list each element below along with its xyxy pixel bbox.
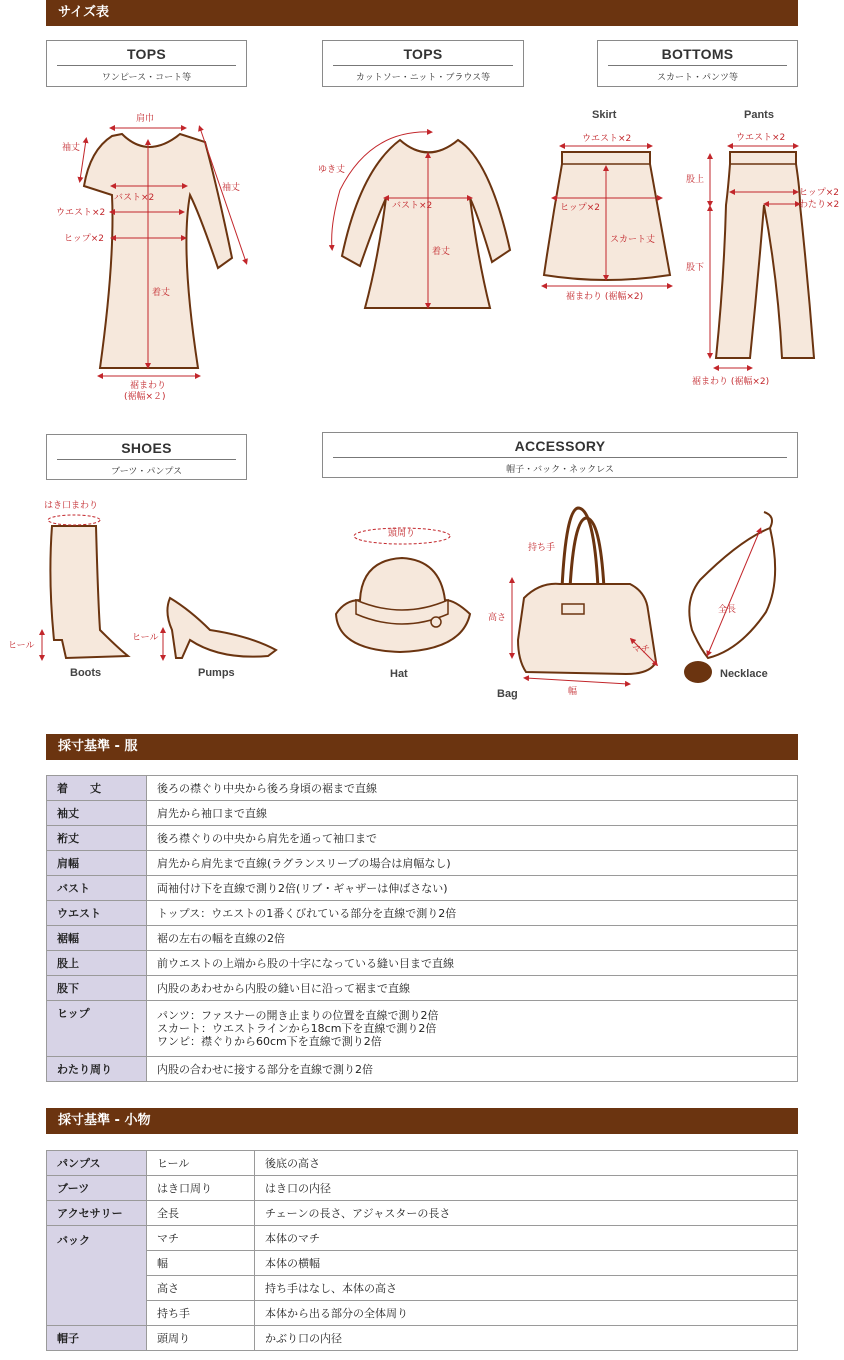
- pants-label-thigh: わたり×2: [799, 200, 840, 210]
- dress-label-sleeve-right: 袖丈: [222, 183, 241, 193]
- dress-label-waist: ウエスト×2: [56, 208, 106, 218]
- clothes-section-header: 採寸基準 - 服: [46, 734, 798, 760]
- bag-label-gusset: マチ: [632, 645, 651, 655]
- table-row: [47, 801, 798, 826]
- table-row: [47, 1326, 798, 1351]
- skirt-label-hem: 裾まわり (裾幅×2): [566, 292, 644, 302]
- hat-illustration: [336, 528, 470, 680]
- pants-label-hem: 裾まわり (裾幅×2): [692, 377, 770, 387]
- row-item: 高さ: [147, 1276, 255, 1301]
- row-category: バック: [47, 1226, 147, 1326]
- boots-label-opening: はき口まわり: [44, 501, 99, 511]
- category-title: SHOES: [121, 440, 172, 456]
- row-category: パンプス: [47, 1151, 147, 1176]
- hat-label-head: 頭周り: [388, 529, 416, 539]
- skirt-label-waist: ウエスト×2: [582, 134, 632, 144]
- bag-label-handle: 持ち手: [528, 543, 556, 553]
- row-description: 前ウエストの上端から股の十字になっている縫い目まで直線: [147, 951, 798, 976]
- table-row: [47, 1301, 798, 1326]
- row-description: はき口の内径: [255, 1176, 798, 1201]
- row-description: チェーンの長さ、アジャスターの長さ: [255, 1201, 798, 1226]
- hip-line-pants: パンツ：ファスナーの開き止まりの位置を直線で測り2倍: [157, 1009, 439, 1022]
- table-row: [47, 851, 798, 876]
- row-description-hip: [147, 1001, 798, 1057]
- pants-label-hip: ヒップ×2: [799, 188, 839, 198]
- goods-section-header: 採寸基準 - 小物: [46, 1108, 798, 1134]
- row-label: わたり周り: [47, 1057, 147, 1082]
- row-label: 裾幅: [47, 926, 147, 951]
- category-title: TOPS: [126, 46, 167, 62]
- category-subtitle: 帽子・バック・ネックレス: [506, 465, 614, 475]
- pumps-label-heel: ヒール: [132, 633, 159, 643]
- row-item: 全長: [147, 1201, 255, 1226]
- table-row: [47, 1201, 798, 1226]
- skirt-label-hip: ヒップ×2: [560, 203, 600, 213]
- size-chart-header: サイズ表: [46, 0, 798, 26]
- bag-label-width: 幅: [568, 687, 578, 697]
- dress-label-bust: バスト×2: [114, 193, 155, 203]
- dress-label-hip: ヒップ×2: [64, 234, 104, 244]
- clothes-measurement-table: [46, 775, 798, 1082]
- row-label: 着 丈: [47, 776, 147, 801]
- row-category: ブーツ: [47, 1176, 147, 1201]
- table-row: [47, 826, 798, 851]
- category-title: TOPS: [403, 46, 443, 62]
- row-description: 本体の横幅: [255, 1251, 798, 1276]
- dress-label-length: 着丈: [152, 288, 171, 298]
- row-description: かぶり口の内径: [255, 1326, 798, 1351]
- row-label: ヒップ: [47, 1001, 147, 1057]
- table-row: [47, 1001, 798, 1057]
- row-description: 肩先から袖口まで直線: [147, 801, 798, 826]
- boots-illustration: [8, 500, 128, 679]
- skirt-illustration: [544, 109, 670, 302]
- skirt-name: Skirt: [592, 109, 617, 121]
- row-label: 股上: [47, 951, 147, 976]
- bag-illustration: [488, 508, 656, 700]
- row-item: 持ち手: [147, 1301, 255, 1326]
- pants-label-inseam: 股下: [686, 263, 705, 273]
- row-description: 両袖付け下を直線で測り2倍(リブ・ギャザーは伸ばさない): [147, 876, 798, 901]
- table-row: [47, 1276, 798, 1301]
- row-label: 股下: [47, 976, 147, 1001]
- table-row: [47, 976, 798, 1001]
- table-row: [47, 1226, 798, 1251]
- row-label: バスト: [47, 876, 147, 901]
- row-description: 持ち手はなし、本体の高さ: [255, 1276, 798, 1301]
- row-item: 頭周り: [147, 1326, 255, 1351]
- table-row: [47, 776, 798, 801]
- table-row: [47, 1151, 798, 1176]
- row-description: 後ろ襟ぐりの中央から肩先を通って袖口まで: [147, 826, 798, 851]
- dress-label-sleeve-left: 袖丈: [62, 143, 81, 153]
- pants-label-rise: 股上: [686, 175, 705, 185]
- bag-name: Bag: [497, 688, 518, 700]
- category-subtitle: ブーツ・パンプス: [110, 467, 182, 477]
- boots-label-heel: ヒール: [8, 641, 35, 651]
- table-row: [47, 1057, 798, 1082]
- pumps-illustration: [132, 598, 276, 679]
- row-item: ヒール: [147, 1151, 255, 1176]
- table-row: [47, 876, 798, 901]
- necklace-illustration: [684, 512, 775, 683]
- pants-illustration: [686, 109, 839, 387]
- raglan-label-bust: バスト×2: [392, 201, 433, 211]
- row-category: 帽子: [47, 1326, 147, 1351]
- table-row: [47, 901, 798, 926]
- category-subtitle: ワンピース・コート等: [101, 73, 192, 83]
- row-category: アクセサリー: [47, 1201, 147, 1226]
- table-row: [47, 1251, 798, 1276]
- row-label: 裄丈: [47, 826, 147, 851]
- row-description: 本体から出る部分の全体周り: [255, 1301, 798, 1326]
- row-label: 肩幅: [47, 851, 147, 876]
- row-description: 内股のあわせから内股の縫い目に沿って裾まで直線: [147, 976, 798, 1001]
- dress-label-hem2: (裾幅×２): [124, 392, 166, 402]
- pants-name: Pants: [744, 109, 774, 121]
- goods-measurement-table: [46, 1150, 798, 1351]
- row-item: はき口周り: [147, 1176, 255, 1201]
- row-label: ウエスト: [47, 901, 147, 926]
- row-description: 本体のマチ: [255, 1226, 798, 1251]
- row-description: トップス：ウエストの1番くびれている部分を直線で測り2倍: [147, 901, 798, 926]
- table-row: [47, 951, 798, 976]
- row-label: 袖丈: [47, 801, 147, 826]
- category-title: ACCESSORY: [514, 438, 606, 454]
- necklace-label-length: 全長: [718, 605, 737, 615]
- boots-name: Boots: [70, 667, 102, 679]
- dress-label-hem1: 裾まわり: [130, 381, 167, 391]
- pumps-name: Pumps: [198, 667, 235, 679]
- category-title: BOTTOMS: [661, 46, 734, 62]
- row-item: 幅: [147, 1251, 255, 1276]
- table-row: [47, 1176, 798, 1201]
- row-item: マチ: [147, 1226, 255, 1251]
- row-description: 内股の合わせに接する部分を直線で測り2倍: [147, 1057, 798, 1082]
- row-description: 後ろの襟ぐり中央から後ろ身頃の裾まで直線: [147, 776, 798, 801]
- row-description: 後底の高さ: [255, 1151, 798, 1176]
- skirt-label-length: スカート丈: [610, 235, 656, 245]
- category-subtitle: カットソー・ニット・ブラウス等: [355, 73, 491, 83]
- raglan-label-length: 着丈: [432, 247, 451, 257]
- hip-line-skirt: スカート：ウエストラインから18cm下を直線で測り2倍: [157, 1022, 437, 1035]
- raglan-top-illustration: [318, 132, 510, 308]
- dress-illustration: [56, 112, 246, 402]
- row-description: 肩先から肩先まで直線(ラグランスリーブの場合は肩幅なし): [147, 851, 798, 876]
- bag-label-height: 高さ: [488, 613, 507, 623]
- raglan-label-yuki: ゆき丈: [318, 165, 346, 175]
- pants-label-waist: ウエスト×2: [736, 133, 786, 143]
- table-row: [47, 926, 798, 951]
- category-subtitle: スカート・パンツ等: [656, 73, 738, 83]
- row-description: 裾の左右の幅を直線の2倍: [147, 926, 798, 951]
- dress-label-shoulder: 肩巾: [136, 114, 155, 124]
- necklace-name: Necklace: [720, 668, 768, 680]
- hat-name: Hat: [390, 668, 408, 680]
- hip-line-onepiece: ワンピ：襟ぐりから60cm下を直線で測り2倍: [157, 1035, 382, 1048]
